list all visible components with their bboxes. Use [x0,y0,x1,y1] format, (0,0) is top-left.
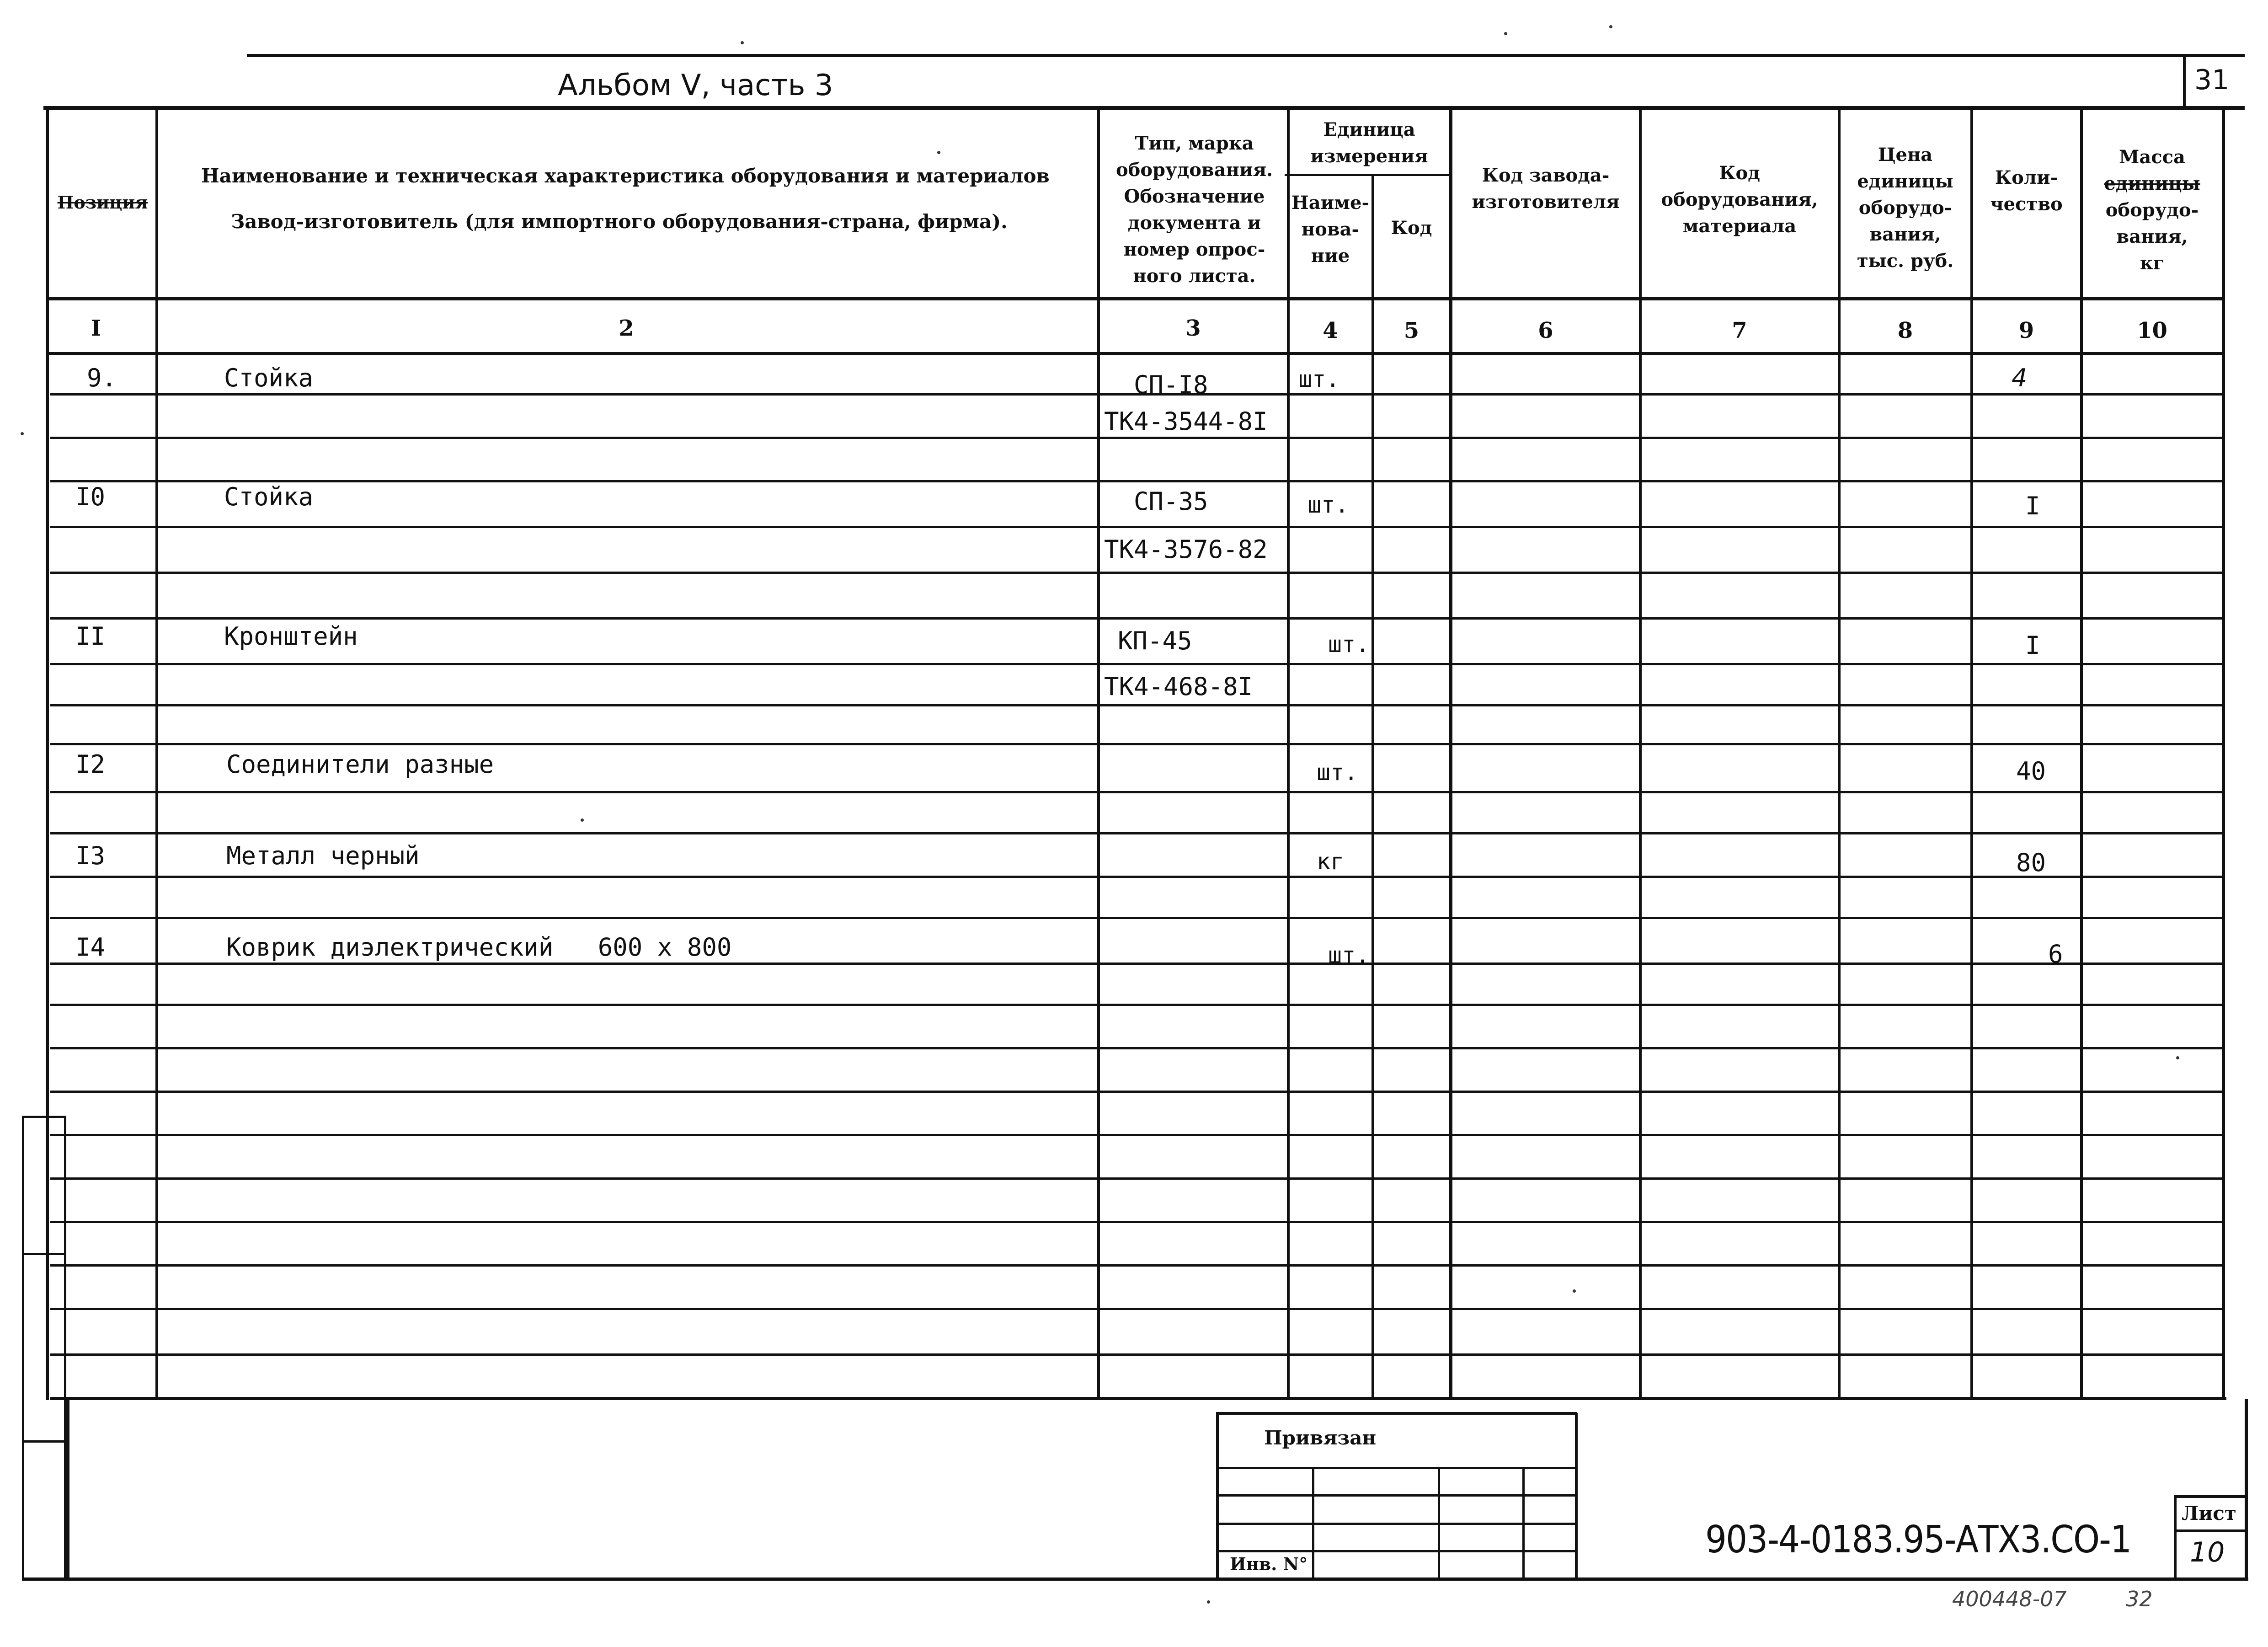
row-line [50,1308,2224,1310]
sheet-box-divider [2174,1529,2247,1532]
row-line [50,572,2224,574]
col3-divider [1287,110,1290,1399]
colnum-3: 3 [1185,315,1201,341]
col7-divider [1838,110,1841,1399]
sheet-label: Лист [2182,1502,2236,1524]
colnum-1: I [91,315,101,341]
row-line [50,1177,2224,1180]
col9-header: Коли- чество [1990,167,2063,215]
table-right-border [2222,106,2225,1400]
col1-divider [155,106,158,1400]
col4-header: Наиме- нова- ние [1291,192,1370,267]
row-14-name: Коврик диэлектрический 600 х 800 [226,933,732,962]
scan-speck [2176,1056,2179,1059]
colnum-10: 10 [2137,318,2167,343]
col7-header: Код оборудования, материала [1661,162,1818,237]
col5-header: Код [1391,217,1432,239]
col3-header: Тип, марка оборудования. Обозначение документа и номер опрос- ного листа. [1115,133,1273,287]
scan-speck [1609,25,1612,28]
row-11-qty: I [2025,631,2040,660]
margin-strip-divider [22,1253,66,1255]
row-11-pos: II [75,622,106,651]
bind-table-col [1522,1467,1525,1579]
scan-speck [741,41,744,44]
row-14-pos: I4 [75,933,106,962]
colnum-5: 5 [1403,318,1420,343]
row-10-pos: I0 [75,482,106,511]
row-12-pos: I2 [75,750,106,779]
scan-speck [581,818,584,822]
row-line [50,963,2224,965]
margin-strip-top [22,1116,66,1118]
row-line [50,1047,2224,1049]
top-border-line [247,54,2245,57]
row-line [50,1221,2224,1223]
colnum-bottom-line [46,352,2224,355]
col4-divider [1371,174,1374,1399]
row-10-type1: СП-35 [1134,487,1208,516]
row-line [50,663,2224,665]
row-line [50,526,2224,528]
row-9-type2: ТК4-3544-8I [1104,407,1268,436]
row-line [50,1091,2224,1093]
colnum-6: 6 [1538,318,1553,343]
row-12-qty: 40 [2016,757,2046,786]
corner-sheet-number: 31 [2194,64,2230,96]
footer-right-border [2245,1399,2248,1580]
bind-table-top [1216,1412,1577,1415]
row-14-qty: 6 [2048,940,2063,968]
row-13-name: Металл черный [226,841,420,870]
row-11-name: Кронштейн [224,622,358,651]
table-top-line [43,106,2245,110]
col10-header: Масса единицы оборудо- вания, кг [2104,146,2200,274]
corner-box-left [2183,54,2186,109]
archive-page: 32 [2126,1587,2153,1611]
row-line [50,876,2224,878]
col2-header-line1: Наименование и техническая характеристика оборудования и материалов [201,165,1050,187]
row-10-name: Стойка [224,482,314,511]
footer-bottom-line [22,1577,2248,1581]
col8-header: Цена единицы оборудо- вания, тыс. руб. [1857,144,1954,272]
row-line [50,917,2224,919]
table-left-border [46,106,49,1400]
colnum-4: 4 [1323,318,1338,343]
row-line [50,704,2224,706]
col1-header: Позиция [57,192,148,213]
col8-divider [1970,110,1973,1399]
row-10-unit: шт. [1307,492,1349,518]
inv-label: Инв. N° [1230,1554,1308,1574]
row-line [50,1264,2224,1267]
margin-strip-left [22,1116,24,1580]
sheet-box-top [2174,1495,2247,1498]
col9-divider [2080,110,2083,1399]
row-13-pos: I3 [75,841,106,870]
row-line [50,1134,2224,1136]
row-line [50,617,2224,620]
bind-table-col [1438,1467,1440,1579]
row-10-qty: I [2025,492,2040,520]
row-line [50,743,2224,745]
colnum-7: 7 [1732,318,1747,343]
album-title: Альбом V, часть 3 [558,69,833,102]
colnum-8: 8 [1897,318,1913,343]
col2-divider [1097,110,1100,1399]
scan-speck [937,151,940,154]
row-line [50,791,2224,793]
row-12-name: Соединители разные [226,750,494,779]
scan-speck [21,432,24,435]
row-11-type2: ТК4-468-8I [1104,672,1253,701]
row-9-unit: шт. [1298,366,1340,392]
row-9-type1: СП-I8 [1134,370,1208,399]
row-12-unit: шт. [1317,759,1358,786]
unit-group-header: Единица измерения [1310,119,1428,167]
row-line [50,437,2224,439]
row-13-qty: 80 [2016,848,2046,877]
scan-speck [1207,1600,1210,1604]
row-9-qty: 4 [2012,364,2028,392]
bound-label: Привязан [1264,1427,1377,1449]
bind-table-col [1312,1467,1314,1579]
row-11-unit: шт. [1328,631,1370,658]
col6-divider [1639,110,1642,1399]
row-line [50,1004,2224,1006]
scan-speck [1504,32,1507,35]
row-13-unit: кг [1317,848,1345,875]
col2-header-line2: Завод-изготовитель (для импортного оборудования-страна, фирма). [231,210,1008,233]
row-line [50,1353,2224,1356]
sheet-box-left [2174,1495,2177,1580]
unit-group-divider [1285,174,1449,176]
col6-header: Код завода- изготовителя [1472,165,1620,213]
col5-divider [1449,110,1452,1399]
archive-number: 400448-07 [1952,1587,2067,1611]
margin-strip-divider [22,1440,66,1443]
row-11-type1: КП-45 [1118,626,1192,655]
row-line [50,832,2224,834]
row-10-type2: ТК4-3576-82 [1104,535,1268,564]
row-9-pos: 9. [87,364,117,392]
scan-speck [1573,1289,1576,1293]
footer-left-border [66,1399,69,1580]
sheet-number: 10 [2190,1536,2225,1568]
row-14-unit: шт. [1328,942,1370,968]
colnum-9: 9 [2018,318,2034,343]
row-line [50,480,2224,482]
row-9-name: Стойка [224,364,314,392]
header-bottom-line [46,297,2224,300]
document-code: 903-4-0183.95-АТХ3.СО-1 [1705,1518,2131,1561]
table-body-bottom [50,1397,2226,1400]
colnum-2: 2 [619,315,634,341]
